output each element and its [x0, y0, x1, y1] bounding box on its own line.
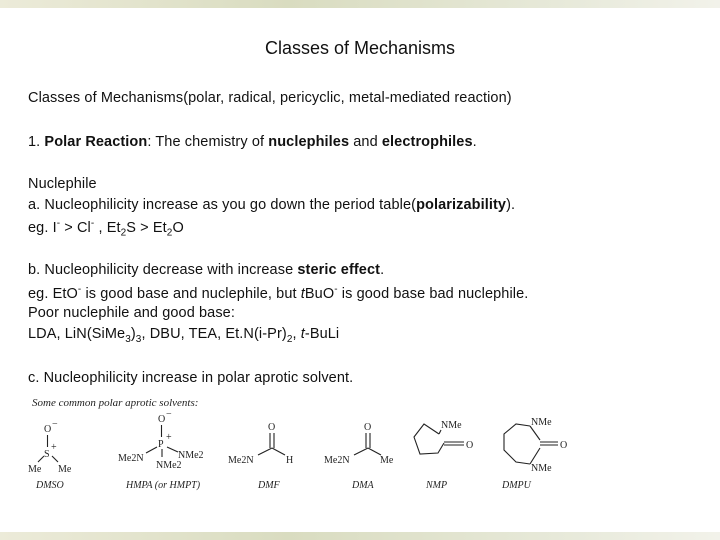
dmso-methyl-right: Me: [58, 464, 72, 475]
example-text: is good base bad nuclephile.: [337, 285, 529, 302]
electrophiles-term: electrophiles: [381, 134, 473, 150]
dmf-nitrogen: Me2N: [228, 455, 254, 466]
hmpa-label: HMPA (or HMPT): [126, 480, 201, 491]
alkoxide-example-line: [28, 284, 528, 302]
charge: -: [334, 284, 338, 295]
dmf-hydrogen: H: [286, 455, 294, 466]
mechanism-classes-line: Classes of Mechanisms(polar, radical, pericyclic, metal-mediated reaction): [28, 90, 512, 106]
nmp-oxygen: O: [466, 440, 474, 451]
base-examples-line: [28, 326, 339, 345]
halide-example-line: [28, 218, 184, 239]
polarizability-text: a. Nucleophilicity increase as you go down the period table(: [28, 197, 417, 213]
example-text: -BuLi: [304, 326, 340, 342]
subscript: 3: [135, 333, 142, 345]
hmpa-bond-right: [167, 447, 178, 452]
hmpa-nme2-right: NMe2: [178, 450, 204, 461]
charge: -: [90, 218, 95, 229]
dma-oxygen: O: [364, 422, 372, 433]
dmso-charge-plus: +: [51, 442, 57, 453]
example-text: > Cl: [60, 219, 91, 236]
subscript: 2: [120, 227, 127, 239]
polarizability-end: ).: [506, 197, 516, 213]
example-text: , Et: [94, 219, 121, 236]
dmf-ch-bond: [272, 448, 285, 455]
example-text: eg. EtO: [28, 285, 78, 302]
example-text: O: [172, 219, 184, 236]
steric-line: [28, 262, 384, 278]
bottom-decorative-bar: [0, 532, 720, 540]
example-text: BuO: [304, 285, 335, 302]
example-text: eg. I: [28, 219, 57, 236]
and-text: and: [349, 134, 382, 150]
hmpa-charge-minus: −: [166, 409, 172, 420]
example-text: , DBU, TEA, Et.N(i-Pr): [141, 326, 287, 342]
italic-prefix: t: [300, 285, 305, 302]
hmpa-phosphorus: P: [158, 439, 164, 450]
subscript: 3: [125, 333, 131, 345]
example-text: ,: [292, 326, 301, 342]
dma-structure: [324, 422, 394, 466]
example-text: is good base and nuclephile, but: [81, 285, 301, 302]
dmso-oxygen: O: [44, 424, 52, 435]
nmp-ring: [414, 424, 444, 454]
dmso-methyl-left: Me: [28, 464, 42, 475]
hmpa-bond-left: [146, 447, 157, 453]
dma-methyl: Me: [380, 455, 394, 466]
italic-prefix: t: [300, 326, 305, 342]
dmso-bond-right: [52, 456, 58, 462]
steric-term: steric effect: [297, 262, 381, 278]
hmpa-nme2-bottom: NMe2: [156, 460, 182, 471]
dmf-oxygen: O: [268, 422, 276, 433]
charge: -: [56, 218, 61, 229]
aprotic-solvent-line: c. Nucleophilicity increase in polar aprotic solvent.: [28, 370, 354, 386]
dmpu-label: DMPU: [502, 480, 531, 491]
polar-reaction-text: : The chemistry of: [147, 134, 269, 150]
nmp-nitrogen: NMe: [441, 420, 462, 431]
dmf-cn-bond: [258, 448, 272, 455]
polarizability-term: polarizability: [416, 197, 507, 213]
nuclephiles-term: nuclephiles: [268, 134, 350, 150]
nmp-label: NMP: [426, 480, 448, 491]
charge: -: [77, 284, 82, 295]
dma-cn-bond: [354, 448, 368, 455]
dma-label: DMA: [352, 480, 374, 491]
hmpa-structure: [118, 409, 204, 471]
subscript: 2: [286, 333, 293, 345]
dmpu-nitrogen-top: NMe: [531, 417, 552, 428]
dmpu-ring-bond-top: [530, 426, 540, 440]
dmso-label: DMSO: [36, 480, 64, 491]
nmp-structure: [414, 420, 473, 454]
subscript: 2: [166, 227, 173, 239]
polarizability-line: [28, 197, 515, 213]
dmso-sulfur: S: [44, 449, 50, 460]
example-text: S > Et: [126, 219, 167, 236]
dmpu-structure: [504, 417, 567, 474]
nuclephile-heading: Nuclephile: [28, 176, 97, 192]
polar-aprotic-solvents-figure: [28, 392, 588, 492]
dmso-structure: [28, 419, 72, 475]
dmf-label: DMF: [258, 480, 280, 491]
polar-reaction-line: [28, 134, 477, 150]
hmpa-charge-plus: +: [166, 432, 172, 443]
dmpu-ring-bond-bottom: [530, 448, 540, 464]
solvents-heading: Some common polar aprotic solvents:: [32, 397, 199, 409]
period: .: [472, 134, 477, 150]
example-text: LDA, LiN(SiMe: [28, 326, 126, 342]
dmso-charge-minus: −: [52, 419, 58, 430]
example-text: ): [130, 326, 136, 342]
steric-end: .: [380, 262, 385, 278]
poor-nuclephile-line: Poor nuclephile and good base:: [28, 305, 235, 321]
steric-text: b. Nucleophilicity decrease with increase: [28, 262, 298, 278]
dma-nitrogen: Me2N: [324, 455, 350, 466]
dmpu-oxygen: O: [560, 440, 568, 451]
dmf-structure: [228, 422, 293, 466]
dmpu-nitrogen-bottom: NMe: [531, 463, 552, 474]
dma-cc-bond: [368, 448, 381, 455]
hmpa-oxygen: O: [158, 414, 166, 425]
slide-title: Classes of Mechanisms: [264, 38, 456, 58]
polar-reaction-label: Polar Reaction: [44, 134, 148, 150]
hmpa-nme2-left: Me2N: [118, 453, 144, 464]
polar-reaction-number: 1.: [28, 134, 45, 150]
dmpu-ring: [504, 424, 530, 464]
top-decorative-bar: [0, 0, 720, 8]
